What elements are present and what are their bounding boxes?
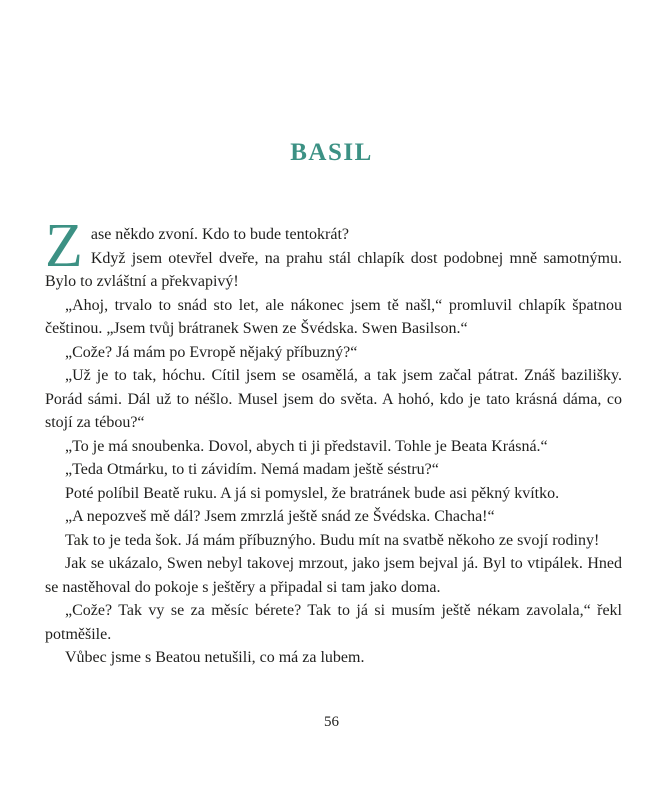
paragraph: Když jsem otevřel dveře, na prahu stál chlapík dost podobnej mně samotnýmu. Bylo to zvláštní a překvapivý! bbox=[45, 249, 622, 290]
chapter-title: BASIL bbox=[290, 139, 373, 166]
paragraph: „Teda Otmárku, to ti závidím. Nemá madam ještě séstru?“ bbox=[65, 461, 439, 478]
paragraph: „To je má snoubenka. Dovol, abych ti ji představil. Tohle je Beata Krásná.“ bbox=[65, 437, 548, 455]
paragraph: „Cože? Tak vy se za měsíc bérete? Tak to já si musím ještě nékam zavolala,“ řekl potměšile. bbox=[45, 602, 622, 643]
paragraph: Tak to je teda šok. Já mám příbuznýho. Budu mít na svatbě někoho ze svojí rodiny! bbox=[65, 531, 600, 549]
paragraph: Vůbec jsme s Beatou netušili, co má za lubem. bbox=[65, 649, 365, 666]
paragraph: Jak se ukázalo, Swen nebyl takovej mrzout, jako jsem bejval já. Byl to vtipálek. Hned se nastěhoval do pokoje s ještěry a připadal si tam jako doma. bbox=[45, 555, 622, 596]
paragraph: „Už je to tak, hóchu. Cítil jsem se osamělá, a tak jsem začal pátrat. Znáš bazilišky. Porád sámi. Dál už to néšlo. Musel jsem do světa. A hohó, kdo je tato krásná dáma, co stojí za tébou?“ bbox=[45, 367, 622, 431]
page-number: 56 bbox=[324, 714, 339, 730]
body-text bbox=[45, 212, 622, 670]
paragraph: „Cože? Já mám po Evropě nějaký příbuzný?“ bbox=[65, 343, 358, 361]
paragraph: „Ahoj, trvalo to snád sto let, ale nákonec jsem tě našl,“ promluvil chlapík špatnou češtinou. „Jsem tvůj brátranek Swen ze Švédska. Swen Basilson.“ bbox=[45, 296, 622, 337]
paragraph: ase někdo zvoní. Kdo to bude tentokrát? bbox=[90, 226, 350, 243]
paragraph: „A nepozveš mě dál? Jsem zmrzlá ještě snád ze Švédska. Chacha!“ bbox=[65, 508, 495, 525]
opening-block bbox=[45, 212, 622, 294]
paragraph: Poté políbil Beatě ruku. A já si pomyslel, že bratránek bude asi pěkný kvítko. bbox=[65, 484, 560, 502]
drop-cap: Z bbox=[45, 212, 83, 280]
